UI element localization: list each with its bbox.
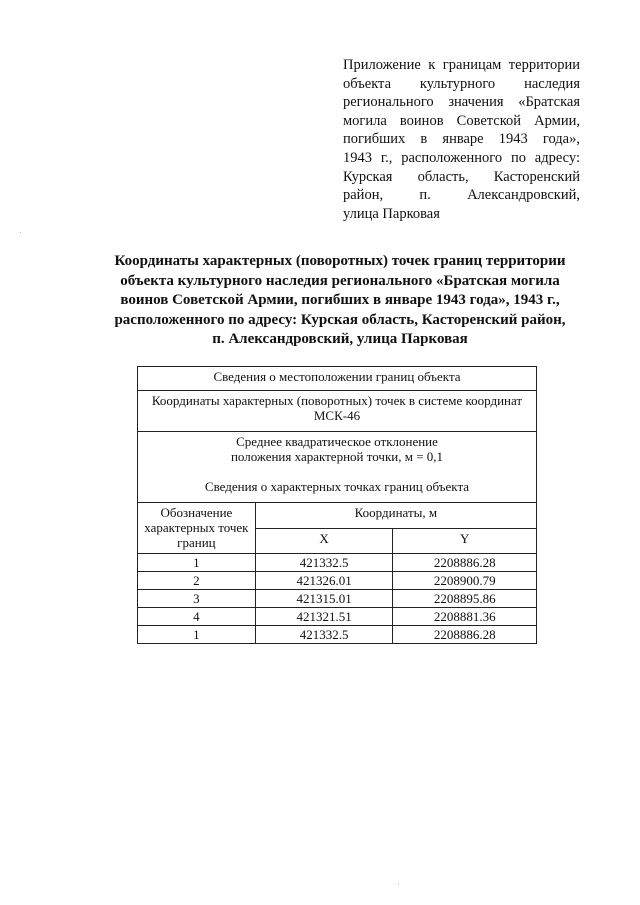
point-x: 421332.5 — [255, 626, 393, 644]
table-row — [138, 608, 537, 626]
appendix-line: объекта культурного наследия — [343, 75, 580, 92]
point-y: 2208895.86 — [393, 590, 537, 608]
appendix-line: регионального значения «Братская — [343, 94, 580, 111]
point-id: 1 — [138, 554, 256, 572]
table-header: Сведения о местоположении границ объекта — [138, 367, 537, 391]
point-id: 2 — [138, 572, 256, 590]
title-line: п. Александровский, улица Парковая — [212, 331, 468, 348]
coordinate-system-line: Координаты характерных (поворотных) точек в системе координат — [151, 393, 523, 408]
points-header: Сведения о характерных точках границ объекта — [204, 479, 470, 494]
point-x: 421332.5 — [255, 554, 393, 572]
scan-speck — [398, 884, 399, 885]
precision-line: Среднее квадратическое отклонение — [236, 434, 438, 449]
point-y: 2208886.28 — [393, 554, 537, 572]
coordinates-table — [137, 366, 537, 644]
table-row — [138, 554, 537, 572]
scan-speck — [20, 232, 21, 233]
point-label-line: Обозначение — [160, 505, 233, 520]
point-label-line: границ — [177, 535, 216, 550]
coordinate-system-name: МСК-46 — [313, 408, 361, 423]
precision-cell — [138, 432, 537, 503]
title-line: Координаты характерных (поворотных) точек границ территории — [114, 253, 566, 269]
x-header: X — [255, 528, 393, 554]
appendix-line: улица Парковая — [343, 205, 440, 222]
appendix-line: Курская область, Касторенский — [343, 168, 580, 185]
title-line: воинов Советской Армии, погибших в январе 1943 года», 1943 г., — [120, 292, 560, 309]
point-x: 421326.01 — [255, 572, 393, 590]
point-id: 3 — [138, 590, 256, 608]
appendix-line: 1943 г., расположенного по адресу: — [343, 149, 580, 166]
point-y: 2208881.36 — [393, 608, 537, 626]
title-line: расположенного по адресу: Курская область, Касторенский район, — [114, 311, 566, 328]
coordinates-header: Координаты, м — [255, 503, 536, 529]
table-row — [138, 572, 537, 590]
appendix-line: могила воинов Советской Армии, — [343, 112, 580, 129]
point-y: 2208900.79 — [393, 572, 537, 590]
y-header: Y — [393, 528, 537, 554]
document-title — [100, 252, 580, 350]
point-label-header — [138, 503, 256, 554]
appendix-note — [343, 56, 580, 223]
table-row — [138, 590, 537, 608]
appendix-line: погибших в январе 1943 года», — [343, 131, 580, 148]
point-x: 421315.01 — [255, 590, 393, 608]
coordinate-system-cell — [138, 391, 537, 432]
table-row — [138, 626, 537, 644]
point-id: 4 — [138, 608, 256, 626]
point-x: 421321.51 — [255, 608, 393, 626]
precision-value: положения характерной точки, м = 0,1 — [230, 449, 444, 464]
point-id: 1 — [138, 626, 256, 644]
point-label-line: характерных точек — [144, 520, 249, 535]
point-y: 2208886.28 — [393, 626, 537, 644]
appendix-line: район, п. Александровский, — [343, 187, 580, 204]
title-line: объекта культурного наследия регионального «Братская могила — [120, 272, 560, 289]
appendix-line: Приложение к границам территории — [343, 57, 580, 73]
